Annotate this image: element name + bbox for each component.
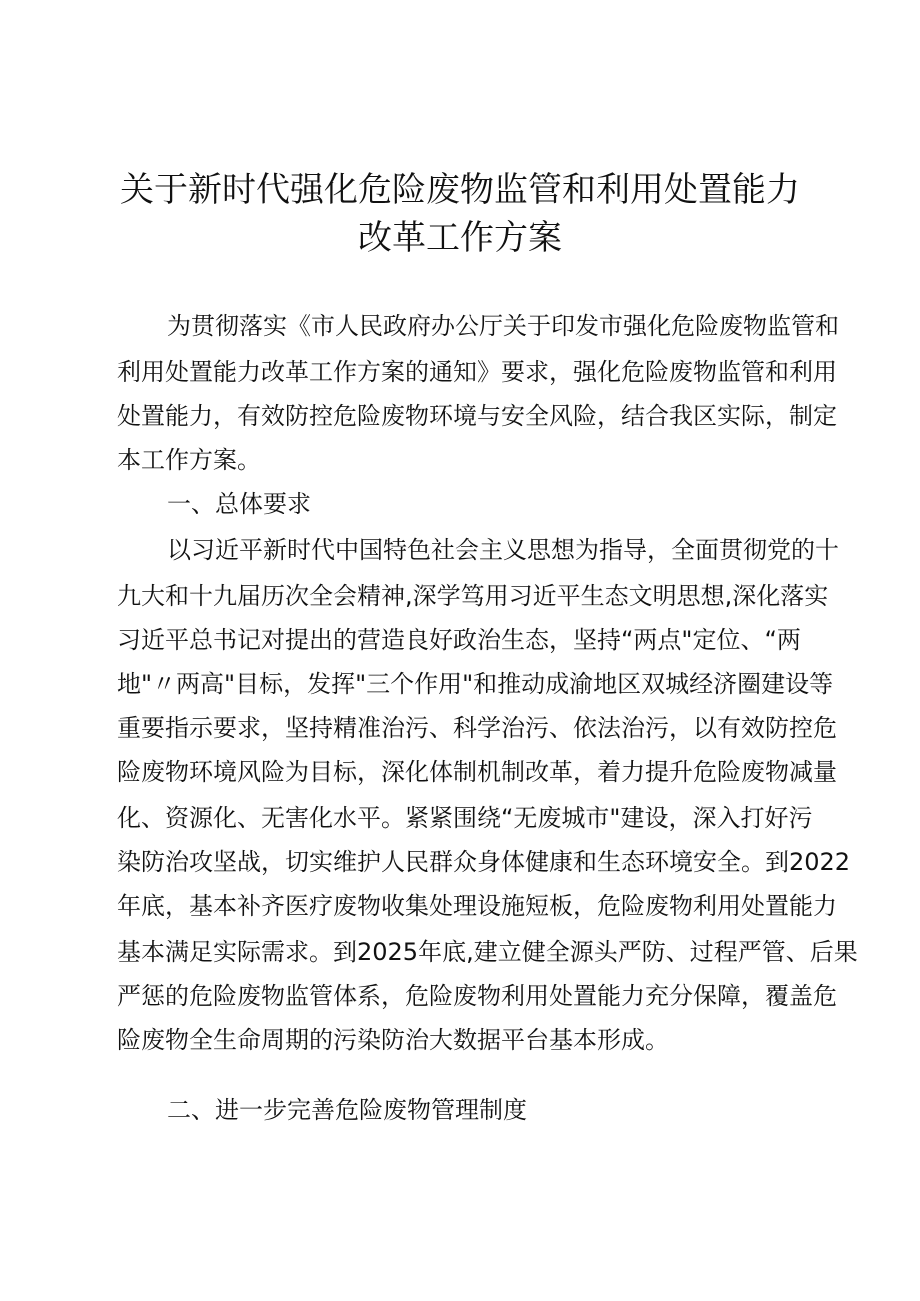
section1-line: 化、资源化、无害化水平。紧紧围绕“无废城市"建设，深入打好污 xyxy=(117,804,813,832)
section1-line: 险废物全生命周期的污染防治大数据平台基本形成。 xyxy=(117,1026,669,1054)
section1-line: 险废物环境风险为目标，深化体制机制改革，着力提升危险废物减量 xyxy=(117,758,837,786)
intro-line: 处置能力，有效防控危险废物环境与安全风险，结合我区实际，制定 xyxy=(117,402,837,430)
section1-line: 习近平总书记对提出的营造良好政治生态，坚持“两点"定位、“两 xyxy=(117,626,801,654)
section1-line: 九大和十九届历次全会精神,深学笃用习近平生态文明思想,深化落实 xyxy=(117,582,829,610)
intro-line: 利用处置能力改革工作方案的通知》要求，强化危险废物监管和利用 xyxy=(117,358,837,386)
document-title-line-2: 改革工作方案 xyxy=(358,218,562,258)
intro-line: 本工作方案。 xyxy=(117,446,261,474)
section1-line: 染防治攻坚战，切实维护人民群众身体健康和生态环境安全。到2022 xyxy=(117,848,851,876)
section-heading-2: 二、进一步完善危险废物管理制度 xyxy=(167,1096,527,1124)
section1-line: 基本满足实际需求。到2025年底,建立健全源头严防、过程严管、后果 xyxy=(117,938,858,966)
section1-line: 重要指示要求，坚持精准治污、科学治污、依法治污，以有效防控危 xyxy=(117,714,837,742)
document-title-line-1: 关于新时代强化危险废物监管和利用处置能力 xyxy=(120,170,800,210)
section1-line: 严惩的危险废物监管体系，危险废物利用处置能力充分保障，覆盖危 xyxy=(117,982,837,1010)
section1-line: 以习近平新时代中国特色社会主义思想为指导，全面贯彻党的十 xyxy=(167,536,839,564)
section1-line: 地"〃两高"目标，发挥"三个作用"和推动成渝地区双城经济圈建设等 xyxy=(117,670,834,698)
section1-line: 年底，基本补齐医疗废物收集处理设施短板，危险废物利用处置能力 xyxy=(117,892,837,920)
intro-line: 为贯彻落实《市人民政府办公厅关于印发市强化危险废物监管和 xyxy=(167,312,839,340)
section-heading-1: 一、总体要求 xyxy=(167,490,311,518)
